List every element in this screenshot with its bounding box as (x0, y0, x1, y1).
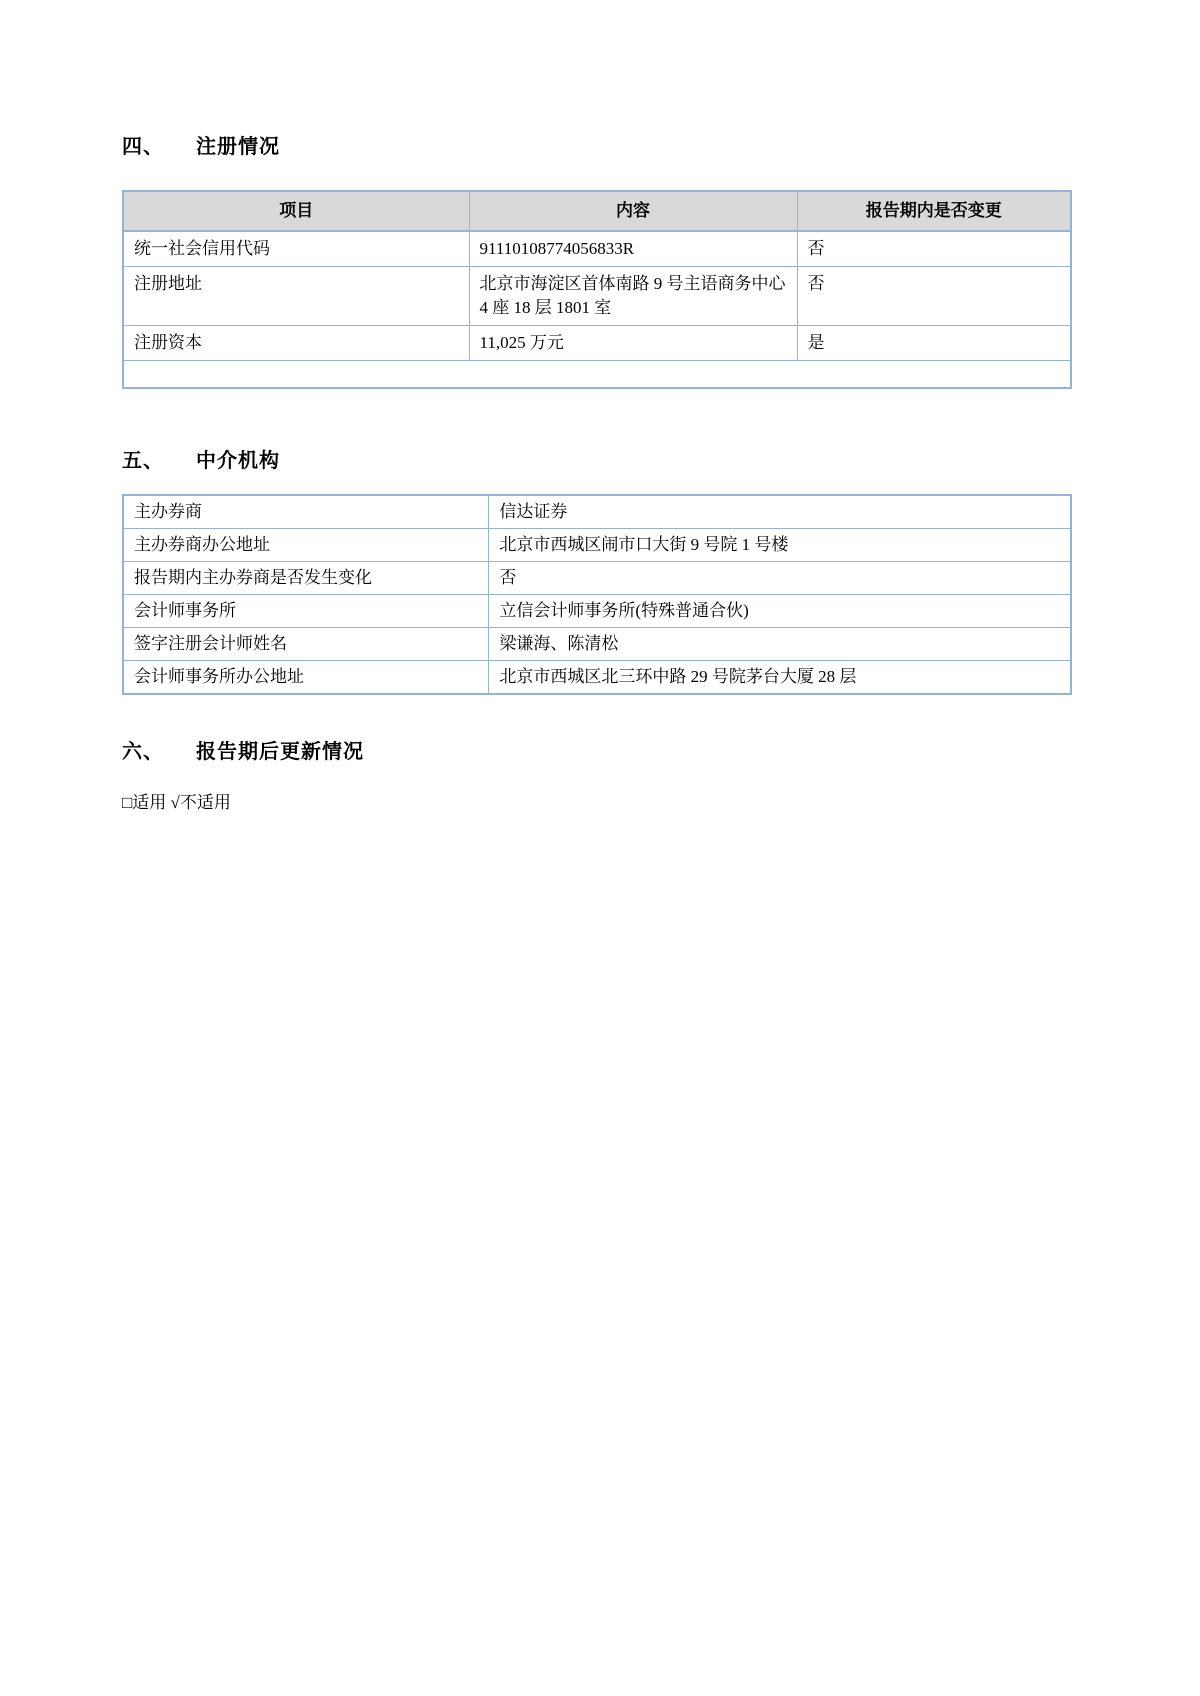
header-cell-changed: 报告期内是否变更 (797, 191, 1071, 231)
section-heading-intermediaries (122, 448, 1072, 474)
table-row (123, 495, 1071, 529)
cell-label: 报告期内主办券商是否发生变化 (123, 562, 489, 595)
header-cell-item: 项目 (123, 191, 469, 231)
cell-value: 立信会计师事务所(特殊普通合伙) (489, 595, 1071, 628)
table-header-row (123, 191, 1071, 231)
cell-item: 注册地址 (123, 267, 469, 326)
cell-value: 信达证券 (489, 495, 1071, 529)
table-row (123, 628, 1071, 661)
cell-label: 主办券商办公地址 (123, 529, 489, 562)
section-title: 中介机构 (196, 450, 280, 472)
table-empty-row (123, 361, 1071, 389)
cell-label: 主办券商 (123, 495, 489, 529)
table-row (123, 595, 1071, 628)
table-row (123, 267, 1071, 326)
cell-value: 北京市西城区北三环中路 29 号院茅台大厦 28 层 (489, 661, 1071, 695)
cell-item: 统一社会信用代码 (123, 231, 469, 267)
cell-content: 11,025 万元 (469, 326, 797, 361)
table-row (123, 326, 1071, 361)
section-heading-registration (122, 134, 1072, 160)
cell-content: 北京市海淀区首体南路 9 号主语商务中心 4 座 18 层 1801 室 (469, 267, 797, 326)
intermediaries-table (122, 494, 1072, 695)
header-cell-content: 内容 (469, 191, 797, 231)
page-content (122, 134, 1072, 815)
applicability-statement: □适用 √不适用 (122, 793, 231, 812)
cell-label: 会计师事务所 (123, 595, 489, 628)
cell-empty (123, 361, 1071, 389)
section-title: 报告期后更新情况 (196, 741, 364, 763)
section-number: 五、 (122, 450, 164, 472)
section-number: 六、 (122, 741, 164, 763)
cell-changed: 是 (797, 326, 1071, 361)
cell-label: 签字注册会计师姓名 (123, 628, 489, 661)
cell-value: 梁谦海、陈清松 (489, 628, 1071, 661)
section-heading-post-period-updates (122, 739, 1072, 765)
table-row (123, 562, 1071, 595)
cell-value: 北京市西城区闹市口大街 9 号院 1 号楼 (489, 529, 1071, 562)
cell-content: 91110108774056833R (469, 231, 797, 267)
cell-changed: 否 (797, 231, 1071, 267)
table-row (123, 231, 1071, 267)
section-title: 注册情况 (196, 136, 280, 158)
table-row (123, 529, 1071, 562)
cell-changed: 否 (797, 267, 1071, 326)
section-number: 四、 (122, 136, 164, 158)
table-row (123, 661, 1071, 695)
registration-table (122, 190, 1072, 389)
cell-label: 会计师事务所办公地址 (123, 661, 489, 695)
cell-item: 注册资本 (123, 326, 469, 361)
cell-value: 否 (489, 562, 1071, 595)
